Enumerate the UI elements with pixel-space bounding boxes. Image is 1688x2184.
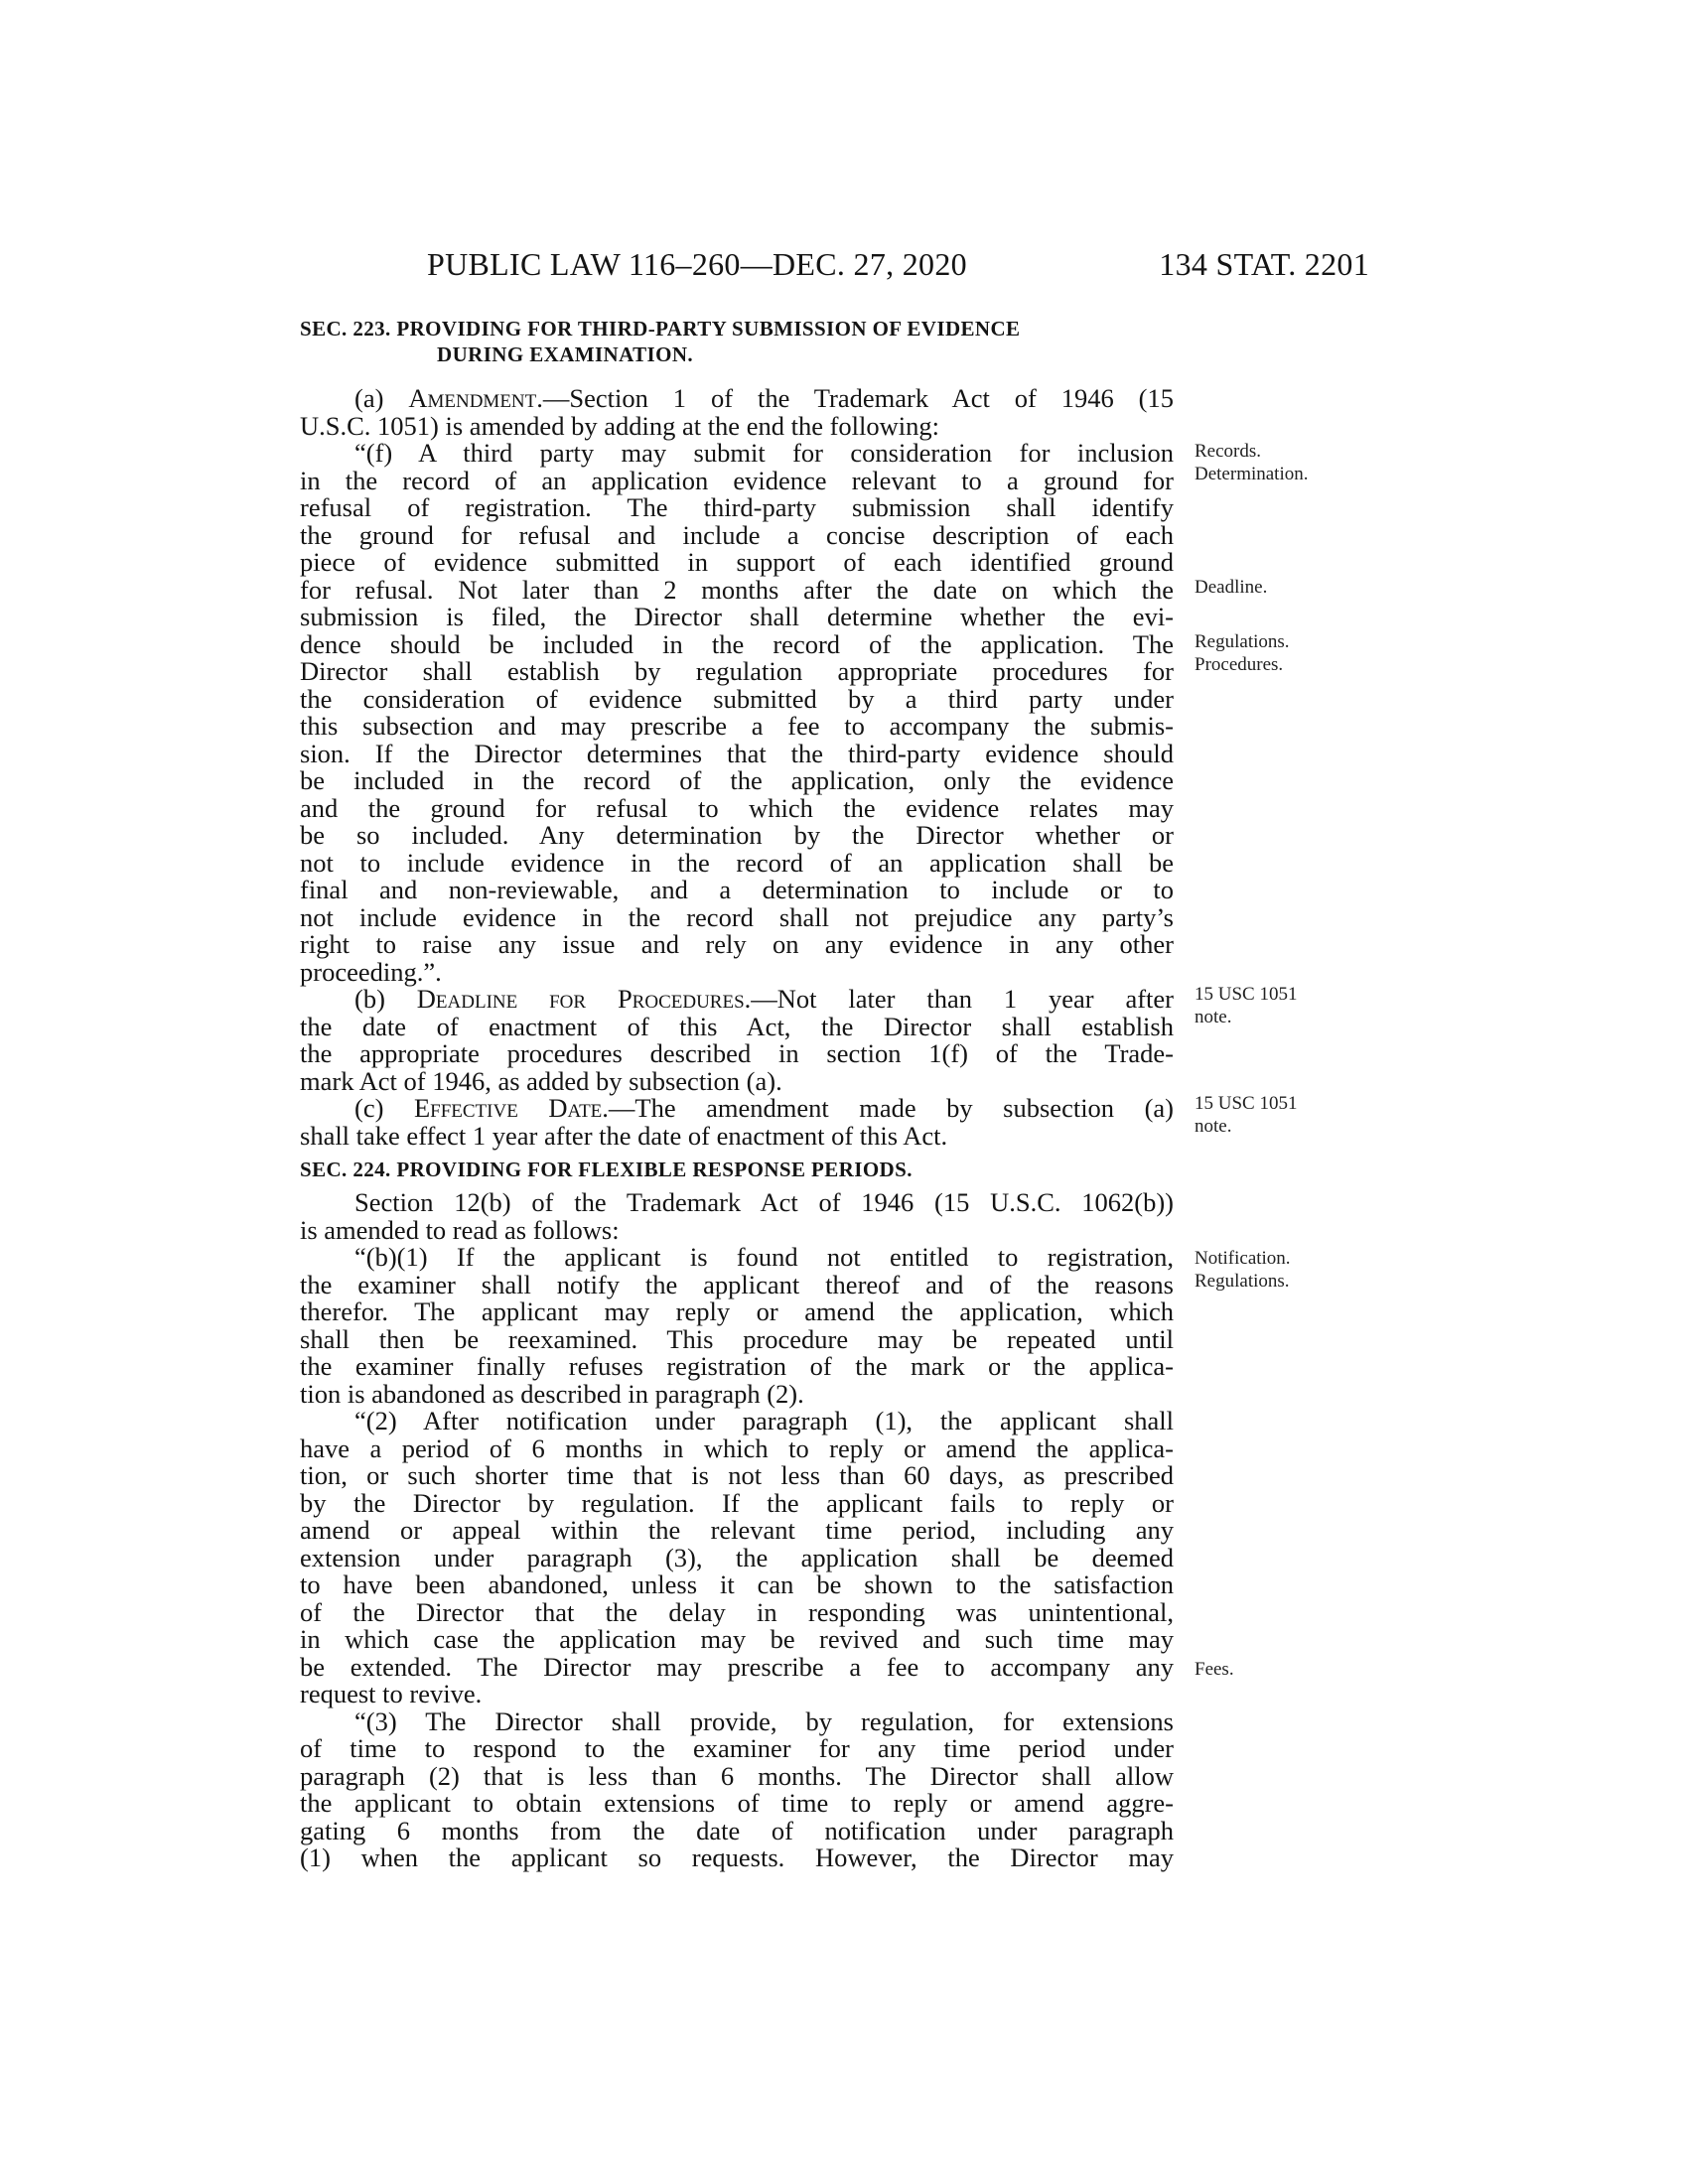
sec-224-intro-line: Section 12(b) of the Trademark Act of 1946 (15 U.S.C. 1062(b)): [354, 1187, 1174, 1217]
paragraph-b1-line: shall then be reexamined. This procedure may be repeated until: [300, 1323, 1174, 1354]
margin-note-records: Records. Determination.: [1195, 441, 1309, 484]
sec-223-body: [300, 385, 1174, 1150]
paragraph-f-line: piece of evidence submitted in support of each identified ground: [300, 547, 1174, 577]
paragraph-f-line: be so included. Any determination by the Director whether or: [300, 820, 1174, 850]
paragraph-b1-line: “(b)(1) If the applicant is found not entitled to registration,: [354, 1242, 1174, 1272]
header-title: PUBLIC LAW 116–260—DEC. 27, 2020: [427, 246, 967, 282]
subsection-a-line: (a) Amendment.—Section 1 of the Trademark Act of 1946 (15: [354, 383, 1174, 413]
paragraph-3-line: “(3) The Director shall provide, by regulation, for extensions: [354, 1706, 1174, 1736]
paragraph-f-line: submission is filed, the Director shall determine whether the evi-: [300, 602, 1174, 631]
paragraph-b1-line: therefor. The applicant may reply or amend the application, which: [300, 1297, 1174, 1326]
paragraph-f-line: not to include evidence in the record of an application shall be: [300, 847, 1174, 878]
paragraph-f-line: for refusal. Not later than 2 months after the date on which the: [300, 574, 1174, 605]
paragraph-2-line: have a period of 6 months in which to reply or amend the applica-: [300, 1433, 1174, 1463]
subsection-c-line: shall take effect 1 year after the date of enactment of this Act.: [300, 1120, 948, 1151]
paragraph-f-line: this subsection and may prescribe a fee to accompany the submis-: [300, 711, 1174, 741]
subsection-b-line: the appropriate procedures described in section 1(f) of the Trade-: [300, 1038, 1174, 1068]
paragraph-2-line: tion, or such shorter time that is not less than 60 days, as prescribed: [300, 1460, 1174, 1490]
paragraph-3-line: paragraph (2) that is less than 6 months. The Director shall allow: [300, 1760, 1174, 1791]
paragraph-f-line: Director shall establish by regulation appropriate procedures for: [300, 656, 1174, 686]
sec-224-body: [300, 1189, 1174, 1872]
paragraph-2-line: “(2) After notification under paragraph (1), the applicant shall: [354, 1406, 1174, 1435]
paragraph-2-line: by the Director by regulation. If the applicant fails to reply or: [300, 1487, 1174, 1518]
margin-note-deadline: Deadline.: [1195, 577, 1268, 598]
paragraph-f-line: in the record of an application evidence relevant to a ground for: [300, 465, 1174, 495]
paragraph-b1-line: the examiner shall notify the applicant thereof and of the reasons: [300, 1269, 1174, 1299]
margin-note-fees: Fees.: [1195, 1659, 1234, 1680]
subsection-b-line: mark Act of 1946, as added by subsection (a).: [300, 1065, 782, 1096]
paragraph-b1-line: tion is abandoned as described in paragraph (2).: [300, 1378, 804, 1409]
sec-224-heading-line: SEC. 224. PROVIDING FOR FLEXIBLE RESPONSE PERIODS.: [300, 1158, 913, 1181]
paragraph-2-line: extension under paragraph (3), the application shall be deemed: [300, 1542, 1174, 1572]
subsection-b-line: the date of enactment of this Act, the Director shall establish: [300, 1011, 1174, 1041]
paragraph-2-line: in which case the application may be revived and such time may: [300, 1624, 1174, 1654]
paragraph-2-line: be extended. The Director may prescribe a fee to accompany any: [300, 1651, 1174, 1682]
paragraph-3-line: gating 6 months from the date of notification under paragraph: [300, 1815, 1174, 1845]
paragraph-f-line: not include evidence in the record shall not prejudice any party’s: [300, 901, 1174, 932]
margin-note-usc-1: 15 USC 1051 note.: [1195, 984, 1298, 1027]
subsection-c-line: (c) Effective Date.—The amendment made by subsection (a): [354, 1093, 1174, 1123]
paragraph-f-line: sion. If the Director determines that the third-party evidence should: [300, 738, 1174, 768]
paragraph-f-line: “(f) A third party may submit for consideration for inclusion: [354, 438, 1174, 468]
paragraph-f-line: the consideration of evidence submitted by a third party under: [300, 683, 1174, 714]
margin-note-usc-2: 15 USC 1051 note.: [1195, 1093, 1298, 1137]
paragraph-2-line: of the Director that the delay in responding was unintentional,: [300, 1596, 1174, 1627]
subsection-c-caption: Effective Date: [413, 1093, 603, 1123]
paragraph-f-line: and the ground for refusal to which the evidence relates may: [300, 792, 1174, 823]
running-header: [300, 246, 1369, 286]
subsection-b-caption: Deadline for Procedures: [416, 984, 745, 1014]
header-stat-page: 134 STAT. 2201: [1159, 246, 1369, 282]
sec-224-heading: [300, 1157, 1174, 1182]
paragraph-f-line: be included in the record of the application, only the evidence: [300, 765, 1174, 795]
subsection-a-caption: Amendment: [408, 383, 537, 413]
sec-223-heading-line-1: SEC. 223. PROVIDING FOR THIRD-PARTY SUBMISSION OF EVIDENCE: [300, 317, 1021, 341]
sec-223-heading-line-2: DURING EXAMINATION.: [437, 342, 694, 366]
paragraph-f-line: the ground for refusal and include a concise description of each: [300, 519, 1174, 550]
paragraph-f-line: final and non-reviewable, and a determination to include or to: [300, 875, 1174, 904]
paragraph-3-line: (1) when the applicant so requests. However, the Director may: [300, 1843, 1174, 1872]
paragraph-f-line: dence should be included in the record of the application. The: [300, 628, 1174, 659]
paragraph-2-line: request to revive.: [300, 1679, 483, 1708]
paragraph-3-line: the applicant to obtain extensions of time to reply or amend aggre-: [300, 1788, 1174, 1818]
margin-note-regulations: Regulations. Procedures.: [1195, 631, 1290, 675]
margin-note-notification: Notification. Regulations.: [1195, 1248, 1291, 1292]
paragraph-f-line: refusal of registration. The third-party submission shall identify: [300, 492, 1174, 522]
subsection-a-line: U.S.C. 1051) is amended by adding at the end the following:: [300, 410, 939, 441]
paragraph-2-line: to have been abandoned, unless it can be shown to the satisfaction: [300, 1570, 1174, 1599]
paragraph-3-line: of time to respond to the examiner for any time period under: [300, 1733, 1174, 1763]
paragraph-f-line: right to raise any issue and rely on any evidence in any other: [300, 929, 1174, 959]
sec-223-heading: [300, 316, 1174, 367]
paragraph-2-line: amend or appeal within the relevant time period, including any: [300, 1515, 1174, 1545]
sec-224-intro-line: is amended to read as follows:: [300, 1214, 620, 1245]
paragraph-f-line: proceeding.”.: [300, 956, 442, 987]
subsection-b-line: (b) Deadline for Procedures.—Not later than 1 year after: [354, 984, 1174, 1014]
paragraph-b1-line: the examiner finally refuses registration of the mark or the applica-: [300, 1351, 1174, 1381]
